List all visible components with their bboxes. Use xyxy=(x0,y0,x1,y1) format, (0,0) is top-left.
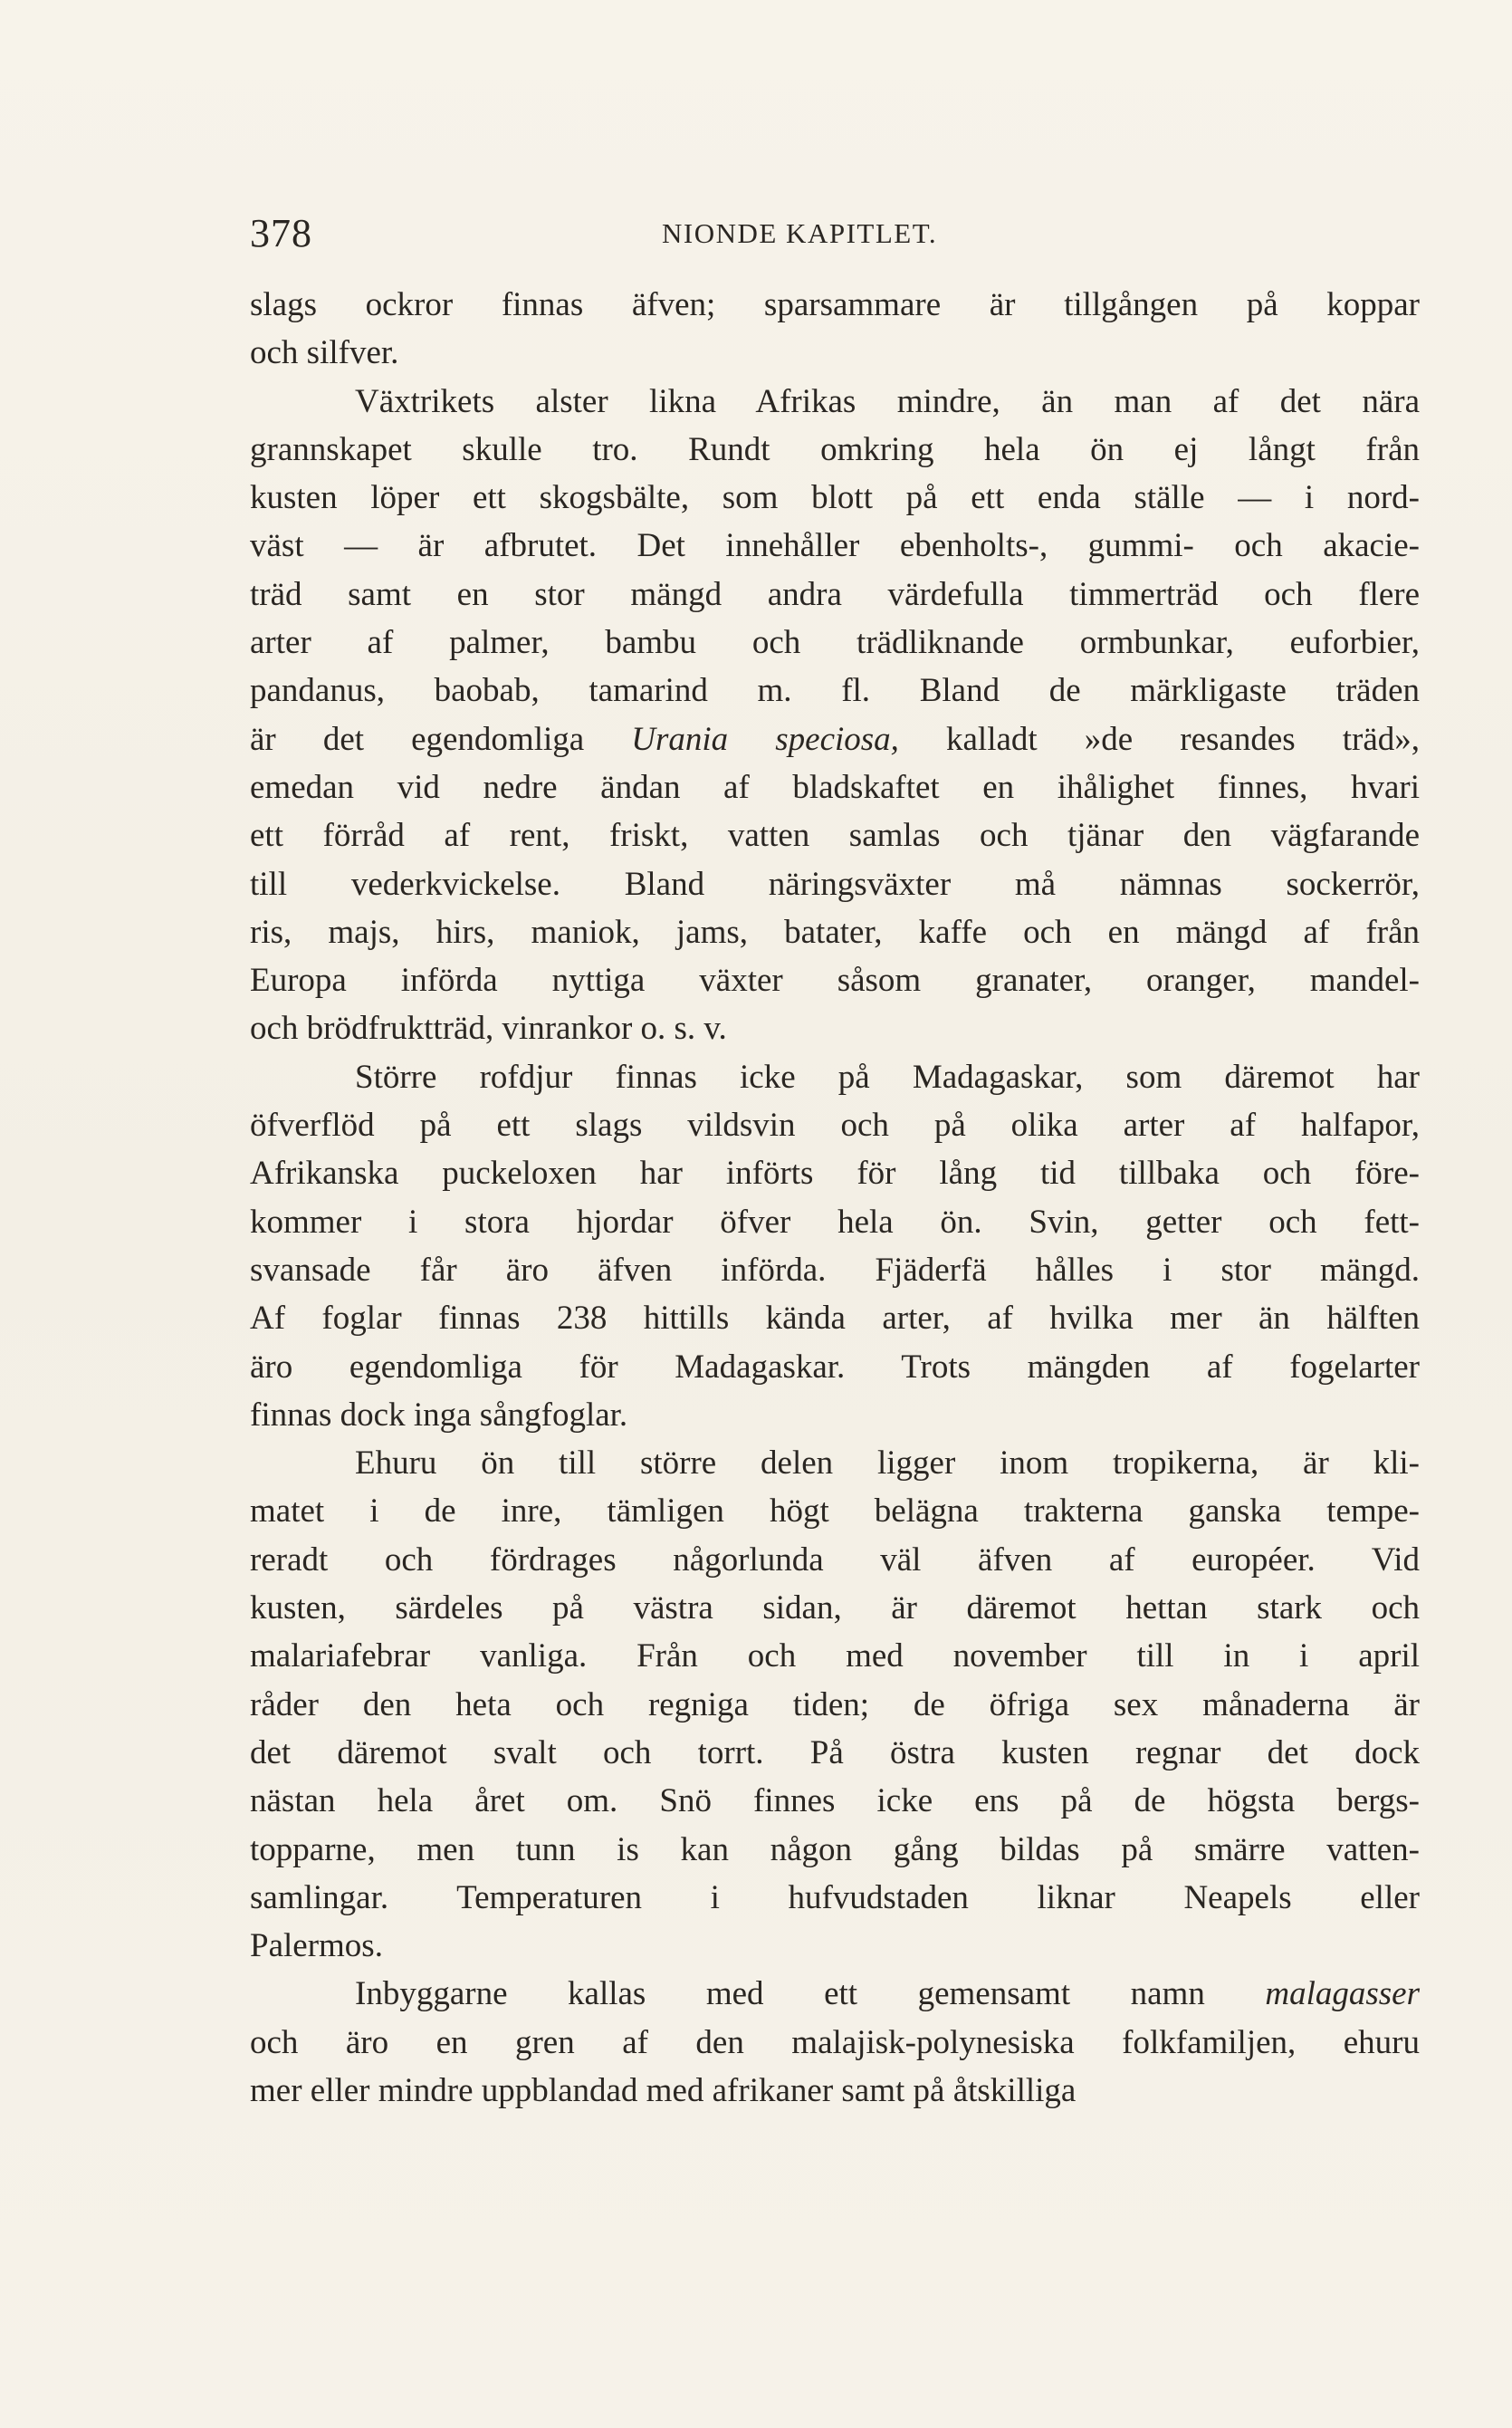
text-segment: Palermos. xyxy=(250,1927,383,1965)
text-line xyxy=(250,1777,1420,1825)
text-line xyxy=(250,1198,1420,1246)
text-line xyxy=(250,474,1420,522)
text-segment: Ehuru ön till större delen ligger inom tropikerna, är kli- xyxy=(355,1444,1420,1483)
text-line xyxy=(250,619,1420,667)
text-segment: och äro en gren af den malajisk-polynesiska folkfamiljen, ehuru xyxy=(250,2023,1420,2061)
text-segment: kusten löper ett skogsbälte, som blott på ett enda ställe — i nord- xyxy=(250,479,1420,517)
text-segment: öfverflöd på ett slags vildsvin och på olika arter af halfapor, xyxy=(250,1107,1420,1145)
text-segment: Europa införda nyttiga växter såsom granater, oranger, mandel- xyxy=(250,962,1420,1000)
text-line xyxy=(250,522,1420,570)
text-line xyxy=(250,811,1420,859)
text-segment: samlingar. Temperaturen i hufvudstaden liknar Neapels eller xyxy=(250,1878,1420,1916)
text-line xyxy=(250,1874,1420,1922)
text-segment: kusten, särdeles på västra sidan, är däremot hettan stark och xyxy=(250,1589,1420,1627)
text-line xyxy=(250,2019,1420,2067)
text-segment: emedan vid nedre ändan af bladskaftet en ihålighet finnes, hvari xyxy=(250,768,1420,806)
text-line xyxy=(250,763,1420,811)
text-segment: Inbyggarne kallas med ett gemensamt namn xyxy=(355,1975,1266,2013)
text-line xyxy=(250,378,1420,426)
text-segment: ett förråd af rent, friskt, vatten samlas och tjänar den vägfarande xyxy=(250,817,1420,855)
text-segment: Växtrikets alster likna Afrikas mindre, än man af det nära xyxy=(355,382,1420,420)
text-line xyxy=(250,908,1420,956)
text-segment: topparne, men tunn is kan någon gång bildas på smärre vatten- xyxy=(250,1830,1420,1868)
text-segment: äro egendomliga för Madagaskar. Trots mängden af fogelarter xyxy=(250,1348,1420,1386)
text-segment: kommer i stora hjordar öfver hela ön. Svin, getter och fett- xyxy=(250,1203,1420,1241)
text-line xyxy=(250,2067,1420,2115)
text-segment: Större rofdjur finnas icke på Madagaskar, som däremot har xyxy=(355,1058,1420,1096)
text-segment: Afrikanska puckeloxen har införts för lång tid tillbaka och före- xyxy=(250,1155,1420,1193)
text-segment: slags ockror finnas äfven; sparsammare är tillgången på koppar xyxy=(250,286,1420,323)
body-text xyxy=(250,281,1420,2115)
text-segment: grannskapet skulle tro. Rundt omkring hela ön ej långt från xyxy=(250,430,1420,468)
text-line xyxy=(250,426,1420,474)
page-header xyxy=(250,210,1420,264)
running-head: NIONDE KAPITLET. xyxy=(662,217,938,249)
text-line xyxy=(250,1149,1420,1197)
text-line xyxy=(250,1632,1420,1680)
text-line xyxy=(250,1004,1420,1052)
text-line xyxy=(250,667,1420,715)
text-line xyxy=(250,329,1420,377)
text-segment: kalladt »de resandes träd», xyxy=(898,720,1420,758)
text-line xyxy=(250,1681,1420,1729)
text-line xyxy=(250,1246,1420,1294)
text-line xyxy=(250,860,1420,908)
text-segment: det däremot svalt och torrt. På östra kusten regnar det dock xyxy=(250,1733,1420,1771)
text-segment: finnas dock inga sångfoglar. xyxy=(250,1396,628,1434)
text-segment: mer eller mindre uppblandad med afrikaner samt på åtskilliga xyxy=(250,2071,1077,2109)
text-segment: råder den heta och regniga tiden; de öfriga sex månaderna är xyxy=(250,1685,1420,1723)
text-line xyxy=(250,1922,1420,1970)
text-line xyxy=(250,956,1420,1004)
text-segment: träd samt en stor mängd andra värdefulla timmerträd och flere xyxy=(250,575,1420,613)
text-line xyxy=(250,281,1420,329)
text-segment: väst — är afbrutet. Det innehåller ebenholts-, gummi- och akacie- xyxy=(250,527,1420,565)
text-line xyxy=(250,1391,1420,1439)
text-segment: reradt och fördrages någorlunda väl äfven af européer. Vid xyxy=(250,1540,1420,1579)
text-line xyxy=(250,1343,1420,1391)
italic-text: Urania speciosa, xyxy=(631,720,899,758)
text-line xyxy=(250,1584,1420,1632)
text-segment: matet i de inre, tämligen högt belägna trakterna ganska tempe- xyxy=(250,1492,1420,1531)
text-segment: svansade får äro äfven införda. Fjäderfä hålles i stor mängd. xyxy=(250,1251,1420,1289)
text-segment: och silfver. xyxy=(250,334,399,372)
text-line xyxy=(250,715,1420,763)
text-segment: ris, majs, hirs, maniok, jams, batater, kaffe och en mängd af från xyxy=(250,913,1420,951)
text-line xyxy=(250,1970,1420,2018)
text-segment: malariafebrar vanliga. Från och med november till in i april xyxy=(250,1637,1420,1675)
text-line xyxy=(250,1487,1420,1535)
text-segment: arter af palmer, bambu och trädliknande ormbunkar, euforbier, xyxy=(250,624,1420,662)
page-number: 378 xyxy=(250,211,312,255)
text-line xyxy=(250,1826,1420,1874)
text-line xyxy=(250,1294,1420,1342)
text-line xyxy=(250,1101,1420,1149)
text-line xyxy=(250,1439,1420,1487)
text-line xyxy=(250,1053,1420,1101)
text-line xyxy=(250,571,1420,619)
text-segment: Af foglar finnas 238 hittills kända arter, af hvilka mer än hälften xyxy=(250,1300,1420,1338)
italic-text: malagasser xyxy=(1265,1975,1420,2013)
text-segment: pandanus, baobab, tamarind m. fl. Bland de märkligaste träden xyxy=(250,672,1420,710)
text-line xyxy=(250,1536,1420,1584)
text-segment: nästan hela året om. Snö finnes icke ens på de högsta bergs- xyxy=(250,1782,1420,1820)
text-segment: är det egendomliga xyxy=(250,720,632,758)
text-line xyxy=(250,1729,1420,1777)
text-segment: och brödfruktträd, vinrankor o. s. v. xyxy=(250,1010,727,1048)
text-segment: till vederkvickelse. Bland näringsväxter må nämnas sockerrör, xyxy=(250,865,1420,903)
